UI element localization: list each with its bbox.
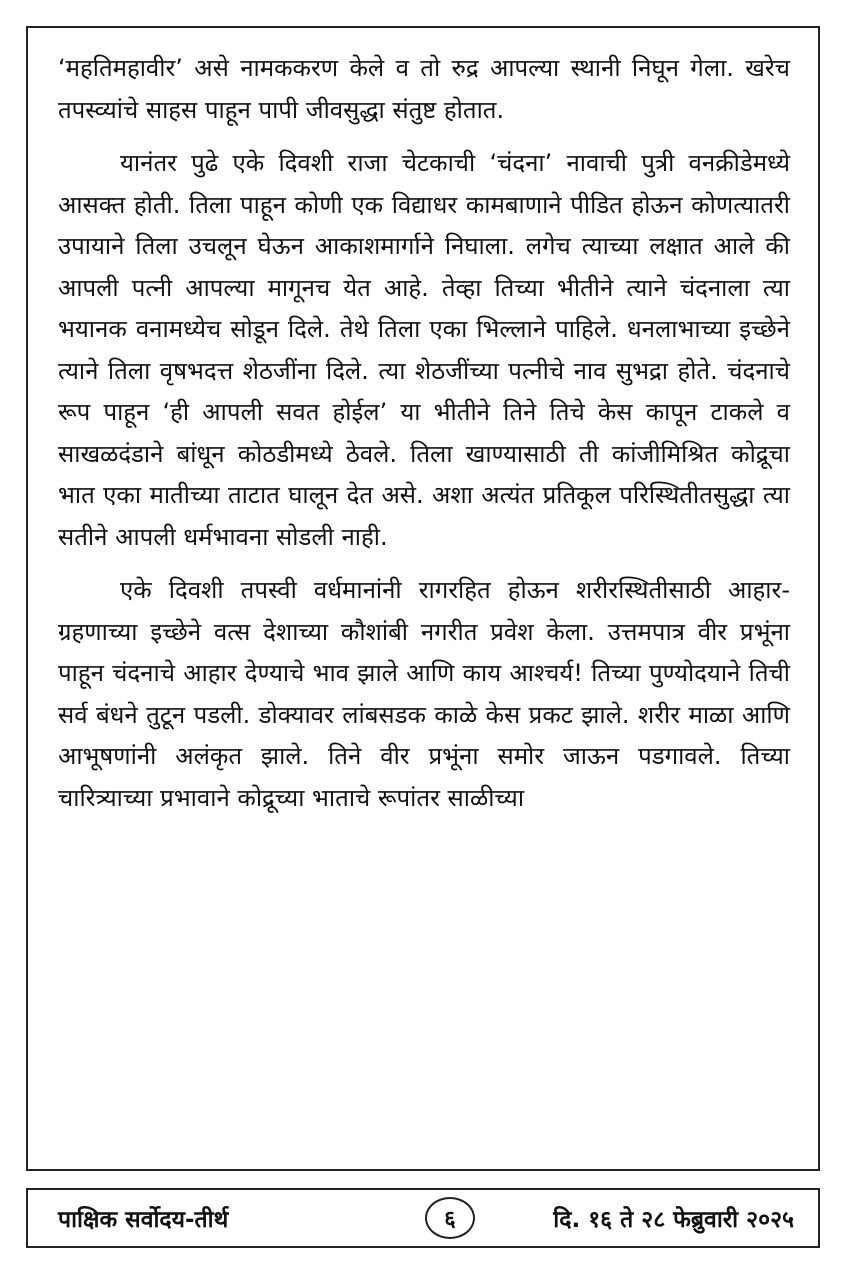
page-number-badge: ६ — [425, 1197, 475, 1239]
article-paragraph-1: ‘महतिमहावीर’ असे नामककरण केले व तो रुद्र आपल्या स्थानी निघून गेला. खरेच तपस्व्यांचे साहस पाहून पापी जीवसुद्धा संतुष्ट होतात. — [58, 54, 790, 124]
issue-date: दि. १६ ते २८ फेब्रुवारी २०२५ — [553, 1207, 794, 1233]
article-paragraph-2: यानंतर पुढे एके दिवशी राजा चेटकाची ‘चंदना’ नावाची पुत्री वनक्रीडेमध्ये आसक्त होती. तिला पाहून कोणी एक विद्याधर कामबाणाने पीडित होऊन कोणत्यातरी उपायाने तिला उचलून घेऊन आकाशमार्गाने निघाला. लगेच त्याच्या लक्षात आले की आपली पत्नी आपल्या मागूनच येत आहे. तेव्हा तिच्या भीतीने त्याने चंदनाला त्या भयानक वनामध्येच सोडून दिले. तेथे तिला एका भिल्लाने पाहिले. धनलाभाच्या इच्छेने त्याने तिला वृषभदत्त शेठजींना दिले. त्या शेठजींच्या पत्नीचे नाव सुभद्रा होते. चंदनाचे रूप पाहून ‘ही आपली सवत होईल’ या भीतीने तिने तिचे केस कापून टाकले व साखळदंडाने बांधून कोठडीमध्ये ठेवले. तिला खाण्यासाठी ती कांजीमिश्रित कोद्रूचा भात एका मातीच्या ताटात घालून देत असे. अशा अत्यंत प्रतिकूल परिस्थितीतसुद्धा त्या सतीने आपली धर्मभावना सोडली नाही. — [58, 149, 790, 551]
article-paragraph-3: एके दिवशी तपस्वी वर्धमानांनी रागरहित होऊन शरीरस्थितीसाठी आहार-ग्रहणाच्या इच्छेने वत्स देशाच्या कौशांबी नगरीत प्रवेश केला. उत्तमपात्र वीर प्रभूंना पाहून चंदनाचे आहार देण्याचे भाव झाले आणि काय आश्चर्य! तिच्या पुण्योदयाने तिची सर्व बंधने तुटून पडली. डोक्यावर लांबसडक काळे केस प्रकट झाले. शरीर माळा आणि आभूषणांनी अलंकृत झाले. तिने वीर प्रभूंना समोर जाऊन पडगावले. तिच्या चारित्र्याच्या प्रभावाने कोद्रूच्या भाताचे रूपांतर साळीच्या — [58, 576, 790, 812]
page-footer — [26, 1188, 820, 1248]
article-frame — [26, 26, 820, 1171]
publication-name: पाक्षिक सर्वोदय-तीर्थ — [58, 1207, 229, 1233]
